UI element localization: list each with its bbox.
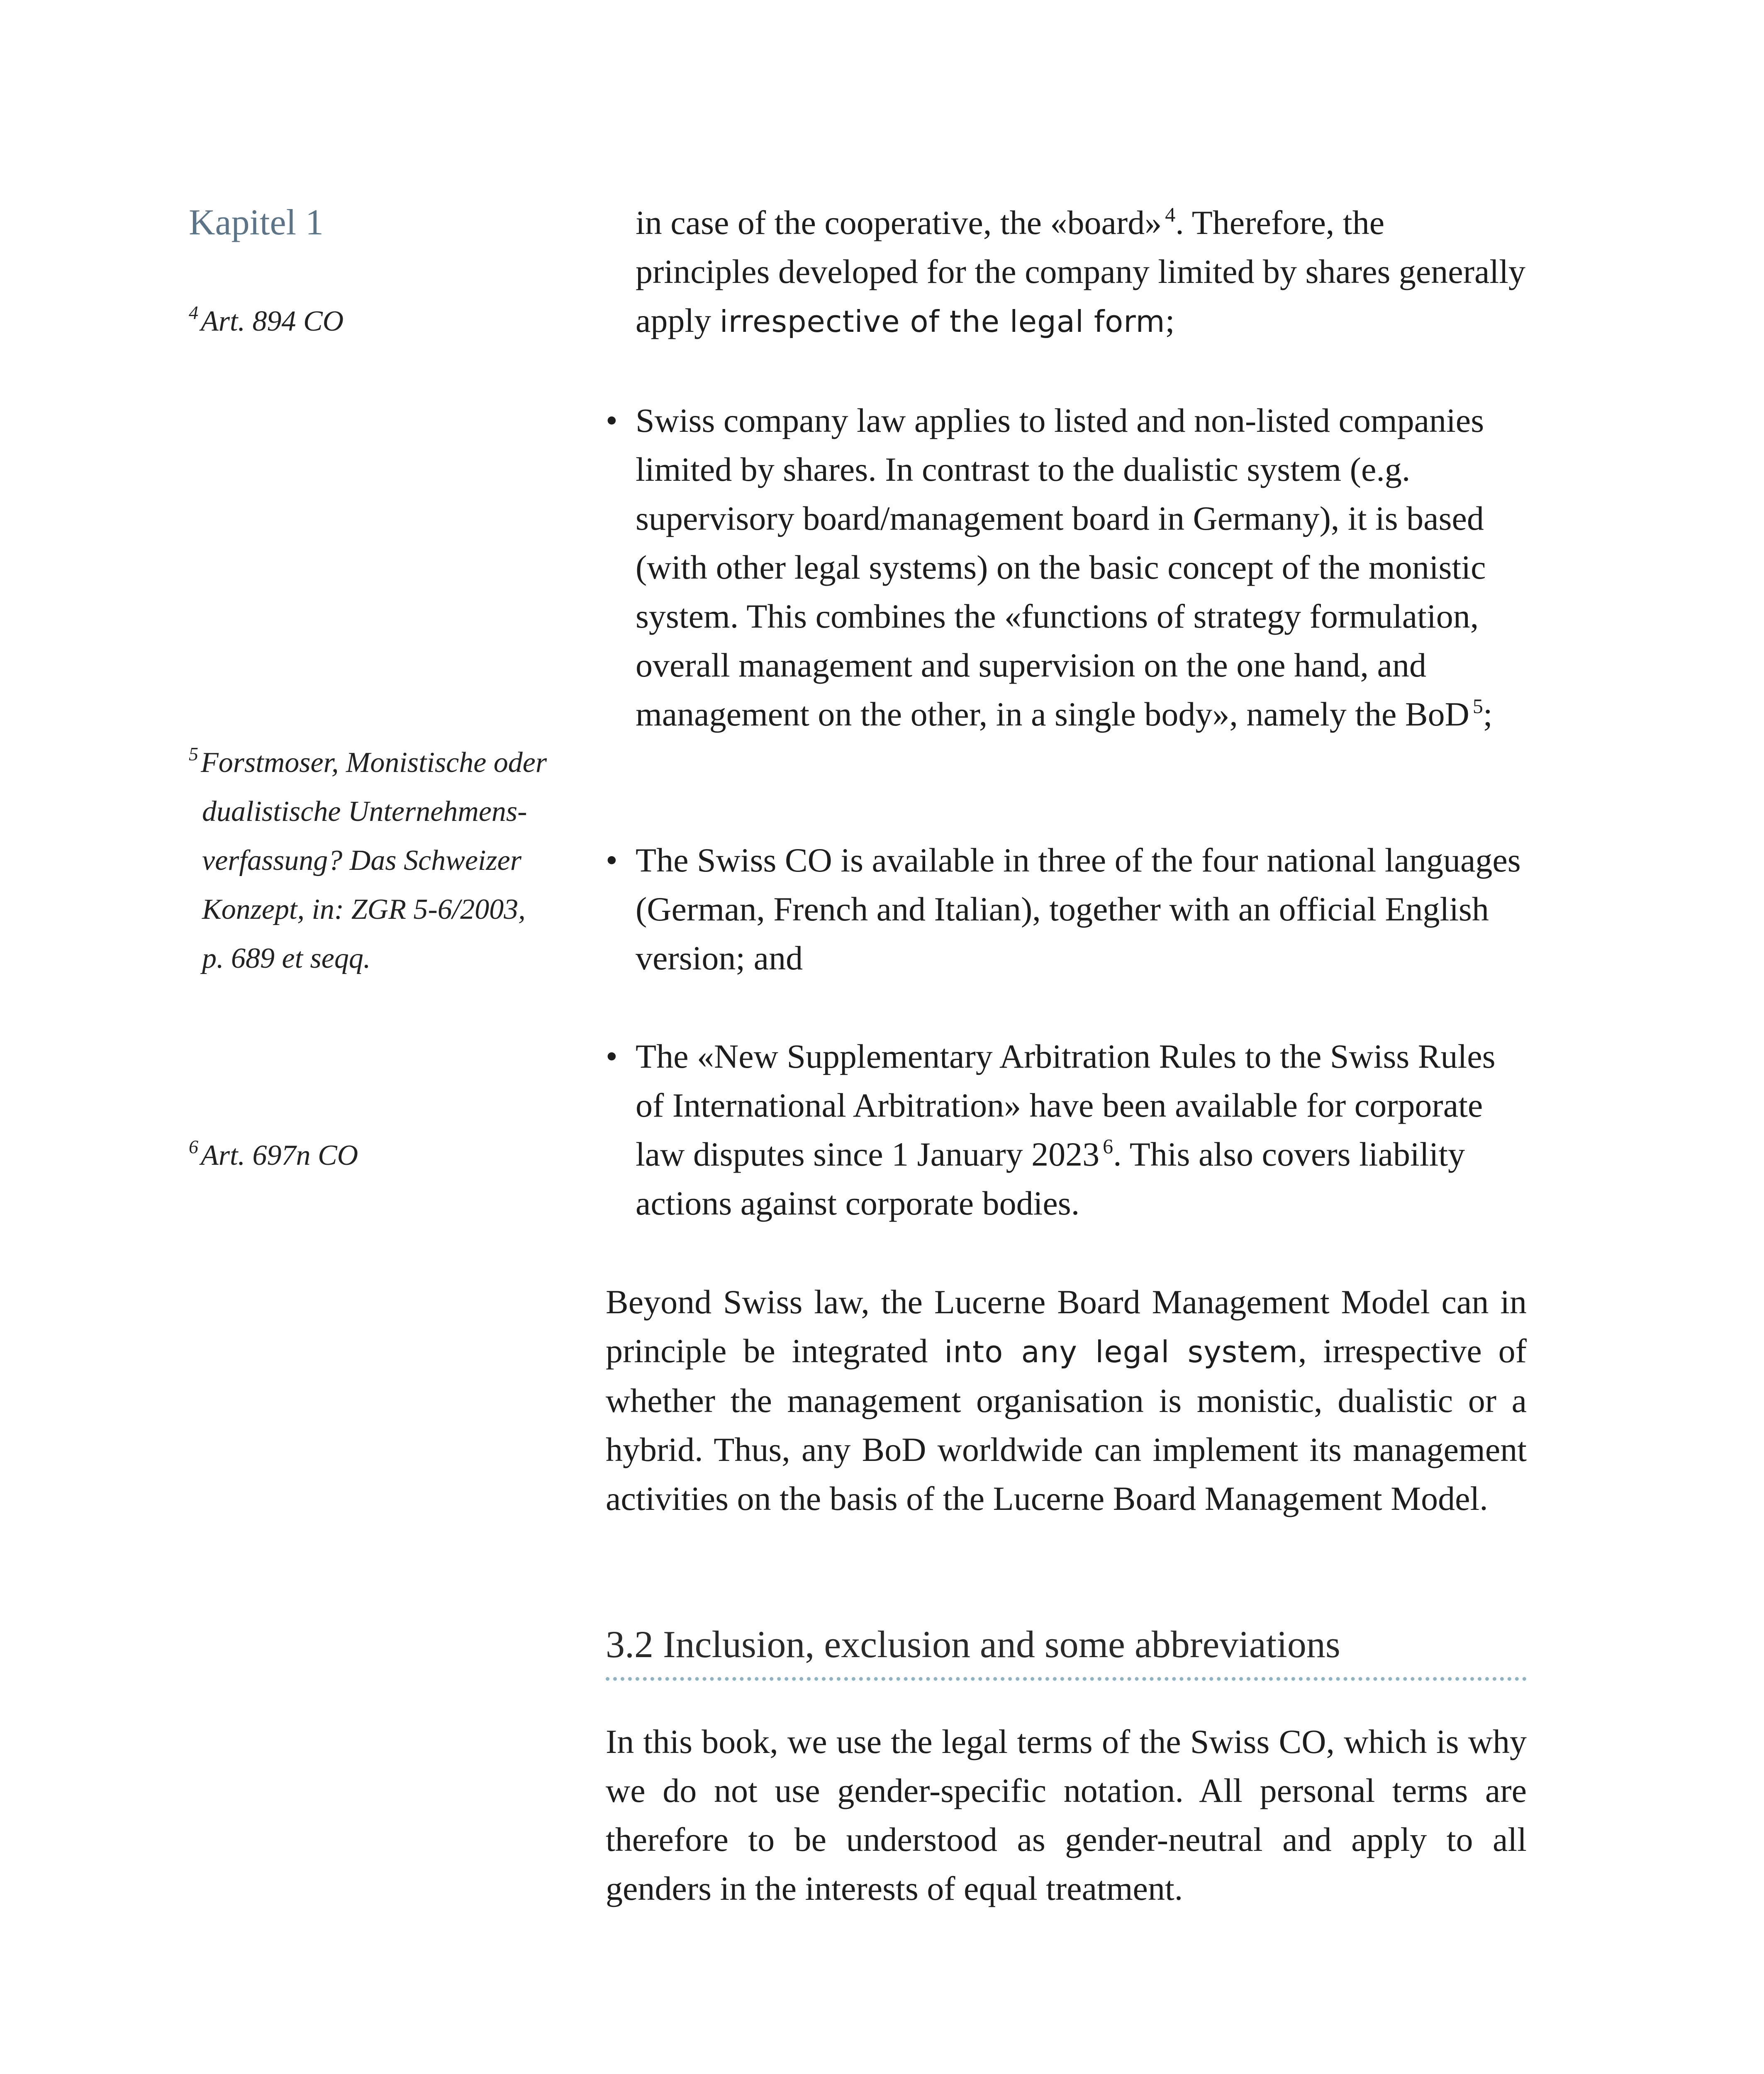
section-heading-block [606,1620,1527,1681]
bullet-item: • Swiss company law applies to listed and non-listed companies limited by shares. In contrast to the dualistic system (e.g. supervisory board/management board in Germany), it is based (with other legal systems) on the basic concept of the monistic system. This combines the «functions of strategy formulation, overall management and supervision on the one hand, and management on the other, in a single body», namely the BoD $^5$; [606,396,1527,739]
footnote-4 [189,297,344,346]
body-paragraph: In this book, we use the legal terms of the Swiss CO, which is why we do not use gender-specific notation. All personal terms are therefore to be understood as gender-neutral and apply to all genders in the interests of equal treatment. [606,1723,1527,1907]
bullet-text: The Swiss CO is available in three of the four national languages (German, French and Italian), together with an official English version; and [636,841,1521,977]
section-heading: 3.2 Inclusion, exclusion and some abbreviations [606,1623,1340,1665]
footnote-number: 5 [189,743,198,764]
bullet-icon: • [606,841,618,879]
footnote-text: Art. 697n CO [201,1139,358,1171]
emphasis-text: irrespective of the legal form [719,304,1165,339]
bullet-icon: • [606,402,618,439]
footnote-number: 4 [189,302,198,323]
chapter-label: Kapitel 1 [189,202,324,243]
heading-rule [606,1677,1527,1681]
footnote-number: 6 [189,1136,198,1157]
footnote-ref: 5 [1472,694,1483,718]
footnote-ref: 6 [1103,1134,1113,1158]
footnote-6 [189,1131,358,1180]
footnote-line: verfassung? Das Schweizer [202,845,521,876]
body-paragraph: Beyond Swiss law, the Lucerne Board Management Model can in principle be integrated into any legal system, irrespective of whether the management organisation is monistic, dualistic or a hybrid. Thus, any BoD worldwide can implement its management activities on the basis of the Lucerne Board Management Model. [606,1283,1527,1517]
bullet-continuation: in case of the cooperative, the «board» $^4$. Therefore, the principles developed for the company limited by shares generally apply irrespective of the legal form; [636,203,1525,339]
footnote-5 [189,738,547,983]
footnote-line: p. 689 et seqq. [202,942,371,974]
footnote-line: dualistische Unternehmens- [202,796,527,828]
bullet-icon: • [606,1037,618,1075]
bullet-item: • The «New Supplementary Arbitration Rules to the Swiss Rules of International Arbitration» have been available for corporate law disputes since 1 January 2023 $^6$. This also covers liability actions against corporate bodies. [606,1032,1527,1228]
footnote-ref: 4 [1165,203,1176,226]
footnote-text: Art. 894 CO [201,305,344,337]
emphasis-text: into any legal system [944,1334,1298,1369]
footnote-line: Forstmoser, Monistische oder [201,747,547,779]
footnote-line: Konzept, in: ZGR 5-6/2003, [202,893,526,925]
bullet-item [606,836,1527,983]
